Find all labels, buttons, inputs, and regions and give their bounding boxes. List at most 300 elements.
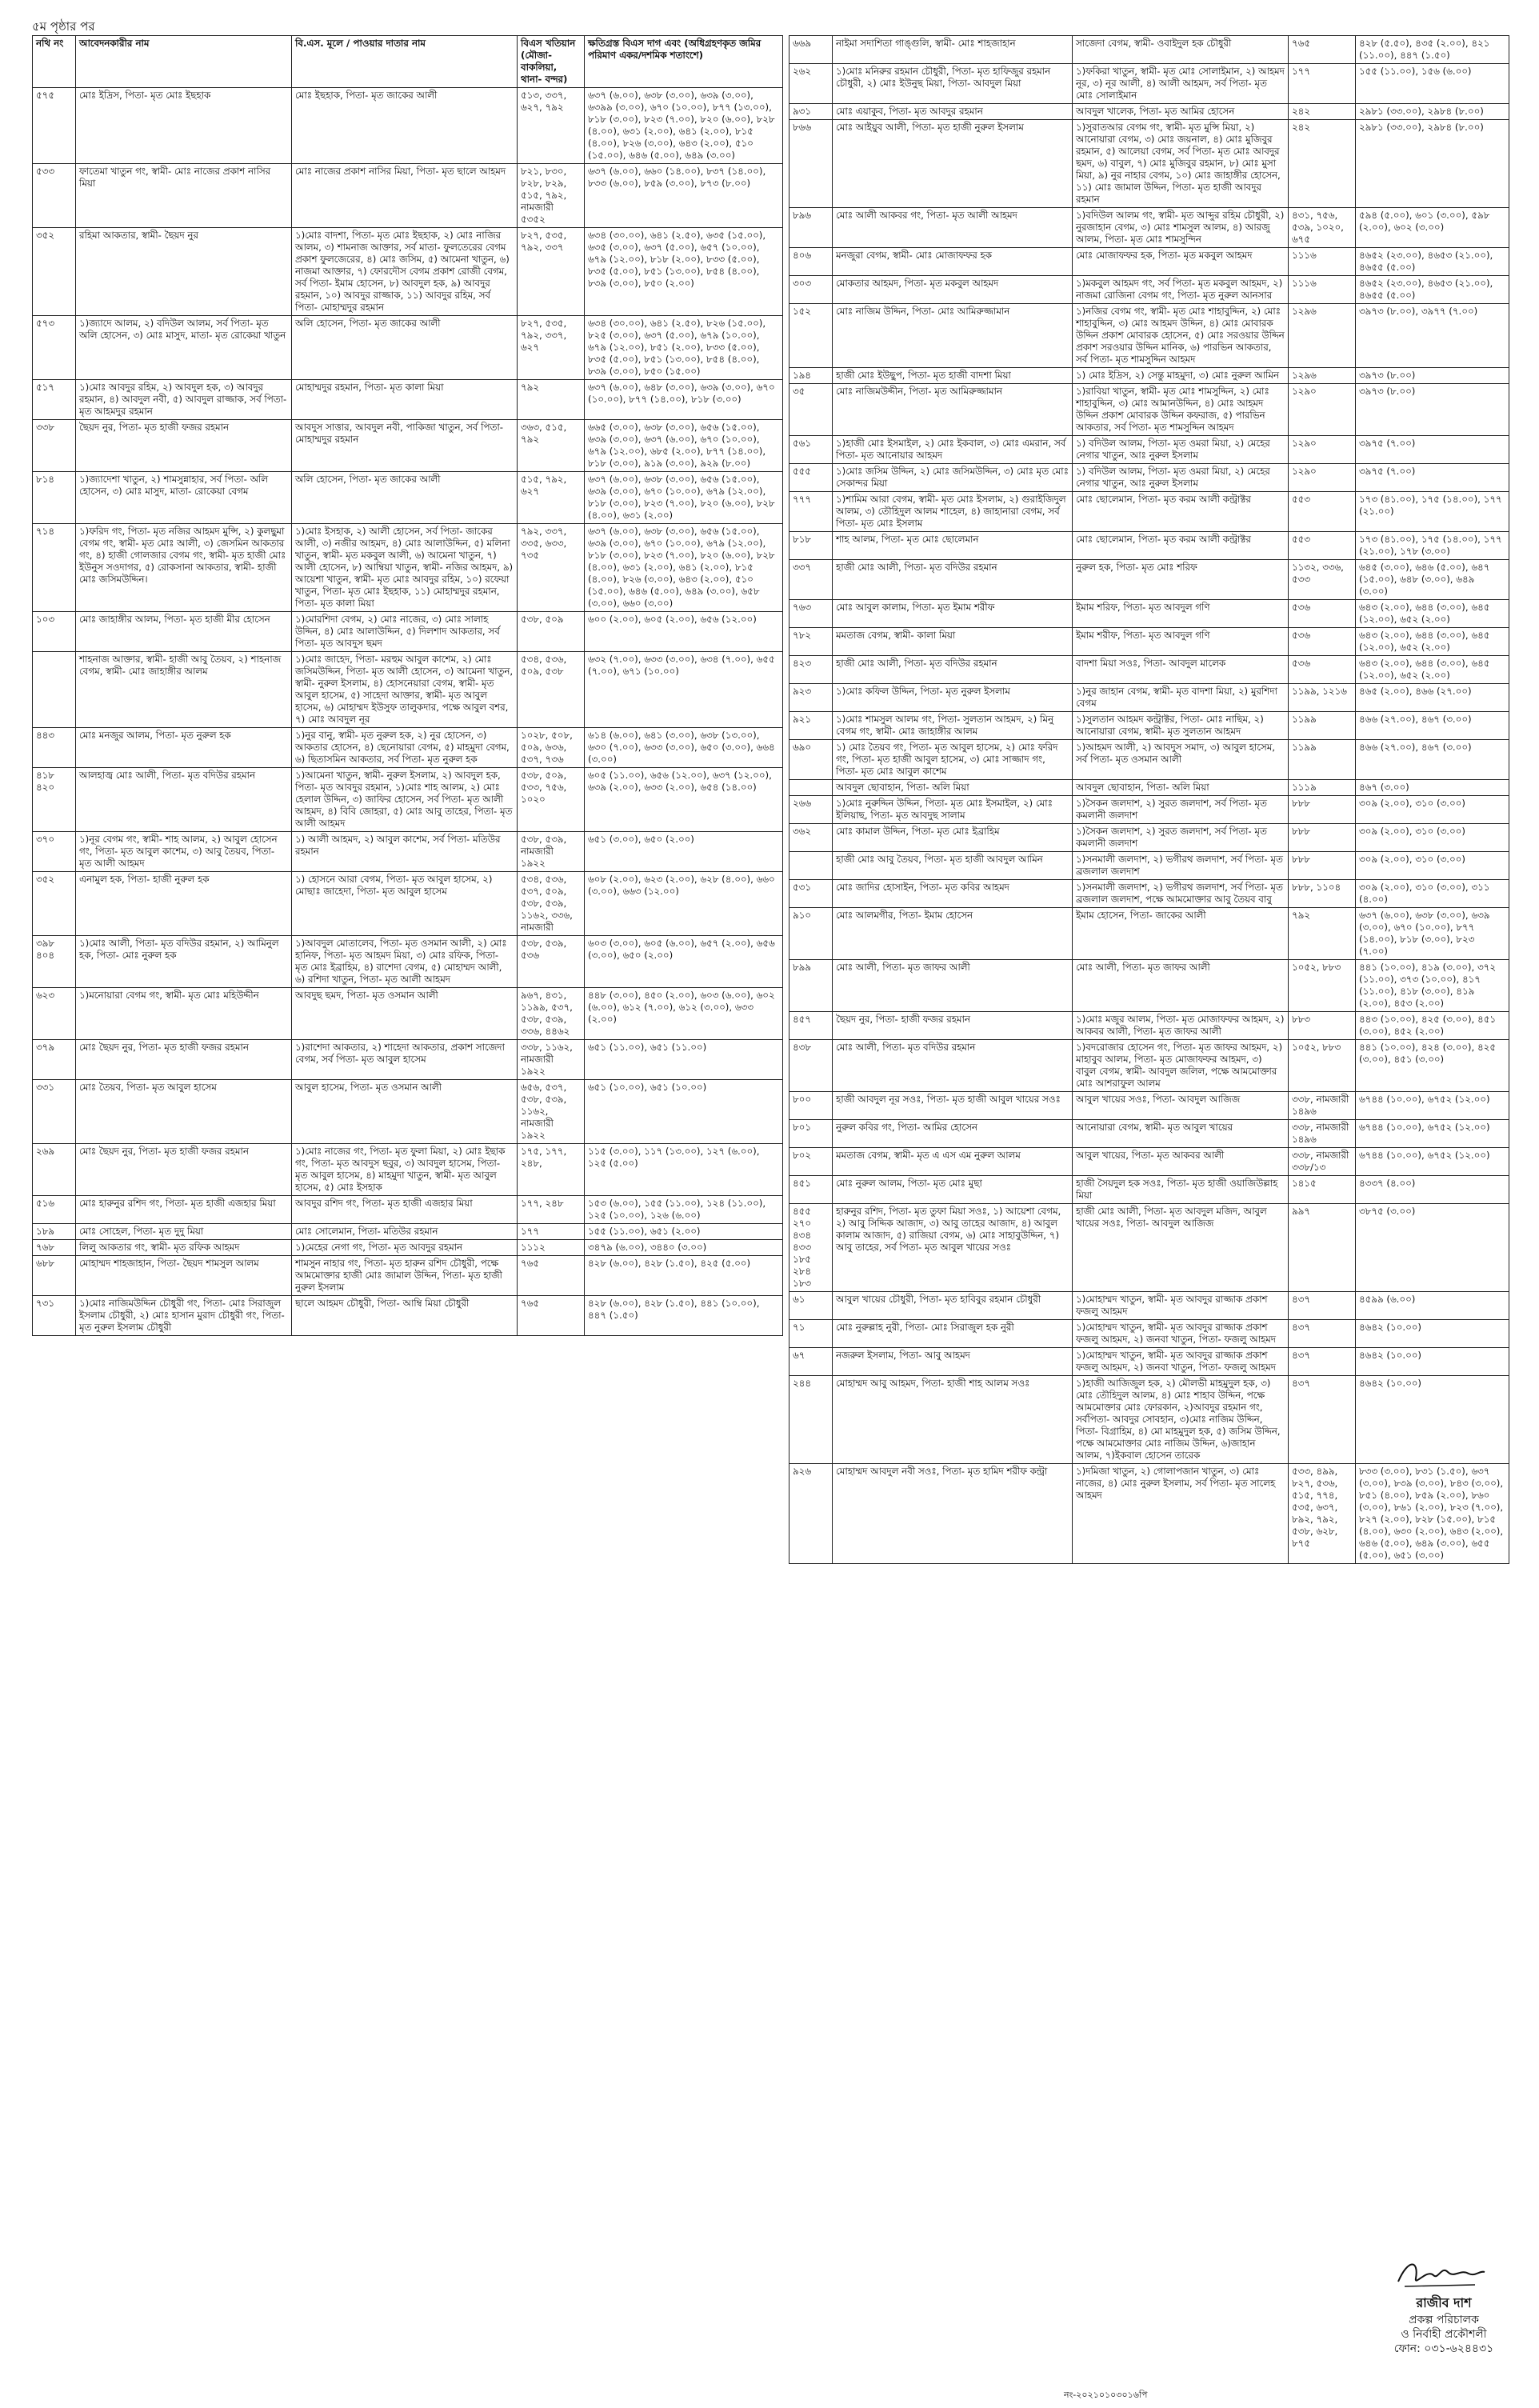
cell-bs: ৯৬৭, ৪৩১, ১১৯৯, ৫৩৭, ৫৩৮, ৫৩৯, ৩৩৬, ৪৪৬২ — [518, 988, 585, 1040]
cell-applicant: ১)মোঃ আবদুর রহিম, ২) আবদুল হক, ৩) আবদুর রহমান, ৪) আবদুল নবী, ৫) আবদুল রাজ্জাক, সর্ব পিতা- মৃত আহমদুর রহমান — [76, 380, 292, 420]
cell-no: ৭৬৮ — [33, 1240, 76, 1256]
cell-bs: ৮২৭, ৫৩৫, ৭৯২, ৩৩৭, ৬২৭ — [518, 316, 585, 380]
cell-bs: ২৪২ — [1289, 104, 1356, 120]
cell-no: ৭৩১ — [33, 1296, 76, 1336]
right-table — [789, 35, 1509, 1564]
cell-applicant: শাহনাজ আক্তার, স্বামী- হাজী আবু তৈয়ব, ২) শাহনাজ বেগম, স্বামী- মোঃ জাহাঙ্গীর আলম — [76, 652, 292, 728]
cell-bs: ১১১২ — [518, 1240, 585, 1256]
cell-no: ৯১০ — [789, 908, 833, 960]
cell-bs: ৬৫৬, ৫৩৭, ৫৩৮, ৫৩৯, ১১৬২, নামজারী ১৯২২ — [518, 1080, 585, 1144]
table-row — [789, 824, 1509, 852]
cell-plots: ৪৬৫ (২.০০), ৪৬৬ (২৭.০০) — [1356, 684, 1509, 712]
cell-plots: ৪৪৮ (৩.০০), ৪৫০ (২.০০), ৬০৩ (৬.০০), ৬০২ (৬.০০), ৬১২ (৭.০০), ৬১২ (৩.০০), ৬৩৩ (২.০০) — [585, 988, 783, 1040]
cell-no: ৭১৪ — [33, 524, 76, 612]
cell-applicant: মোঃ এয়াকুব, পিতা- মৃত আবদুর রহমান — [833, 104, 1073, 120]
cell-no: ১৯৪ — [789, 368, 833, 384]
cell-plots: ৬৫১ (১১.০০), ৬৫১ (১১.০০) — [585, 1040, 783, 1080]
cell-applicant: মোঃ নাজিম উদ্দিন, পিতা- মোঃ আমিরুজ্জামান — [833, 304, 1073, 368]
cell-applicant: মোঃ আবুল কালাম, পিতা- মৃত ইমাম শরীফ — [833, 600, 1073, 628]
table-row — [33, 1240, 783, 1256]
cell-applicant: ১)মোঃ নাজিমউদ্দিন চৌধুরী গং, পিতা- মোঃ সিরাজুল ইসলাম চৌধুরী, ২) মোঃ হাসান মুরাদ চৌধুরী গং, পিতা- মৃত নুরুল ইসলাম চৌধুরী — [76, 1296, 292, 1336]
cell-bs: ১১১৬ — [1289, 248, 1356, 276]
cell-no: ৮১৪ — [33, 472, 76, 524]
cell-no: ৪২৩ — [789, 656, 833, 684]
cell-applicant: ছৈয়দ নুর, পিতা- মৃত হাজী ফজর রহমান — [76, 420, 292, 472]
cell-donor: ১)রাশেদা আকতার, ২) শাহেদা আকতার, প্রকাশ সাজেদা বেগম, সর্ব পিতা- মৃত আবুল হাসেম — [292, 1040, 518, 1080]
cell-bs: ১৭৭ — [518, 1224, 585, 1240]
cell-bs: ১৭৭, ২৪৮ — [518, 1196, 585, 1224]
table-row — [789, 1348, 1509, 1376]
cell-donor: ১) আলী আহমদ, ২) আবুল কাশেম, সর্ব পিতা- মতিউর রহমান — [292, 832, 518, 872]
cell-plots: ৪২৮ (৬.০০), ৪২৮ (১.৫০), ৪৪১ (১০.০০), ৪৪৭ (১.৫০) — [585, 1296, 783, 1336]
cell-plots: ৩০৯ (২.০০), ৩১০ (৩.০০) — [1356, 852, 1509, 880]
cell-bs: ৯৯৭ — [1289, 1204, 1356, 1292]
cell-donor: ১)ফকিরা খাতুন, স্বামী- মৃত মোঃ সোলাইমান, ২) আহমদ নূর, ৩) নূর আলী, ৪) আলী আহমদ, সর্ব পিতা- মৃত মোঃ সোলাইমান — [1073, 64, 1289, 104]
cell-no: ৫১৬ — [33, 1196, 76, 1224]
table-row — [789, 436, 1509, 464]
cell-no: ৯২৩ — [789, 684, 833, 712]
cell-plots: ৬৩৪ (৩০.০০), ৬৪১ (২.৫০), ৬৩৫ (১৫.০০), ৬৩৫ (৩.০০), ৬৩৭ (৫.০০), ৬৫৭ (১০.০০), ৬৭৯ (১২.০০), ৮১৮ (২.০০), ৮৩৩ (৫.০০), ৮৩৫ (৫.০০), ৮৫১ (১৩.০০), ৮৫৪ (৪.০০), ৮৩৯ (৩.০০), ৮৫০ (২.০০) — [585, 228, 783, 316]
cell-no: ৭৭৭ — [789, 492, 833, 532]
table-row — [789, 532, 1509, 560]
cell-bs: ১১১৯ — [1289, 780, 1356, 796]
cell-bs: ১২৯০ — [1289, 464, 1356, 492]
cell-applicant: মোঃ সোহেল, পিতা- মৃত দুদু মিয়া — [76, 1224, 292, 1240]
cell-plots: ৩০৯ (২.০০), ৩১০ (৩.০০) — [1356, 824, 1509, 852]
cell-no: ৮০১ — [789, 1120, 833, 1148]
cell-plots: ৩৮৭৫ (৩.০০) — [1356, 1204, 1509, 1292]
cell-donor: আবদুল ছোবাহান, পিতা- অলি মিয়া — [1073, 780, 1289, 796]
cell-bs: ১২৯০ — [1289, 384, 1356, 436]
cell-no: ২৬৬ — [789, 796, 833, 824]
cell-donor: ১)সনমালী জলদাশ, ২) ভগীরথ জলদাশ, সর্ব পিতা- মৃত ব্রজলাল জলদাশ, পক্ষে আমমোক্তার আবু তৈয়ব বাবু — [1073, 880, 1289, 908]
cell-donor: আবুল খায়ের, পিতা- মৃত আকবর আলী — [1073, 1148, 1289, 1176]
cell-applicant: নাইমা সদাশিতা গাঙ্গুলি, স্বামী- মোঃ শাহজাহান — [833, 36, 1073, 64]
cell-no: ৫৭৩ — [33, 316, 76, 380]
cell-applicant: মোঃ মনজুর আলম, পিতা- মৃত নুরুল হক — [76, 728, 292, 768]
cell-donor: ১)মোহাম্মদ খাতুন, স্বামী- মৃত আবদুর রাজ্জাক প্রকাশ ফজলু আহমদ, ২) জনবা খাতুন, পিতা- ফজলু আহমদ — [1073, 1348, 1289, 1376]
cell-donor: আবুল খায়ের সওঃ, পিতা- আবদুল আজিজ — [1073, 1092, 1289, 1120]
cell-applicant: মোঃ ছৈয়দ নুর, পিতা- মৃত হাজী ফজর রহমান — [76, 1144, 292, 1196]
cell-bs: ১১৩২, ৩৩৬, ৫৩৩ — [1289, 560, 1356, 600]
cell-donor: ১)আবদুল মোতালেব, পিতা- মৃত ওসমান আলী, ২) মোঃ হানিফ, পিতা- মৃত আহমদ মিয়া, ৩) মোঃ রফিক, পিতা- মৃত মোঃ ইব্রাহিম, ৪) রাশেদা বেগম, ৫) মোহাম্মদ আলী, ৬) রশিদা খাতুন, পিতা- মৃত আলী আহমদ — [292, 936, 518, 988]
header-applicant: আবেদনকারীর নাম — [76, 36, 292, 88]
cell-bs: ১০৫২, ৮৮৩ — [1289, 1040, 1356, 1092]
cell-plots: ৩৪৭৯ (৬.০০), ৩৪৪০ (৩.০০) — [585, 1240, 783, 1256]
cell-donor: ১)বদিউল আলম গং, স্বামী- মৃত আব্দুর রহিম চৌধুরী, ২) নুরজাহান বেগম, ৩) মোঃ শামসুল আলম, ৪) আরজু আলম, পিতা- মৃত মোঃ শামসুন্দিন — [1073, 208, 1289, 248]
cell-bs: ৫১৩, ৩৩৭, ৬২৭, ৭৯২ — [518, 88, 585, 164]
cell-bs: ১২৯৬ — [1289, 304, 1356, 368]
cell-plots: ৩৯৭৩ (৮.০০), ৩৯৭৭ (৭.০০) — [1356, 304, 1509, 368]
cell-no: ৫৭৫ — [33, 88, 76, 164]
cell-applicant: ১)মোঃ নুরুদ্দিন উদ্দিন, পিতা- মৃত মোঃ ইসমাইল, ২) মোঃ ইলিয়াছ, পিতা- মৃত আবদুছ সালাম — [833, 796, 1073, 824]
table-row — [33, 380, 783, 420]
signatory-name: রাজীব দাশ — [1416, 2295, 1472, 2310]
cell-donor: ইমাম হোসেন, পিতা- জাকের আলী — [1073, 908, 1289, 960]
cell-applicant: মোঃ আইয়ুব আলী, পিতা- মৃত হাজী নুরুল ইসলাম — [833, 120, 1073, 208]
cell-donor: ১) মোঃ ইদ্রিস, ২) সেন্তু মাহমুদা, ৩) মোঃ নুরুল আমিন — [1073, 368, 1289, 384]
table-row — [789, 1376, 1509, 1464]
table-row — [789, 36, 1509, 64]
table-row — [33, 872, 783, 936]
cell-applicant: আলহাজ্ব মোঃ আলী, পিতা- মৃত বদিউর রহমান — [76, 768, 292, 832]
cell-bs: ১০৫২, ৮৮৩ — [1289, 960, 1356, 1012]
table-row — [789, 880, 1509, 908]
cell-donor: আবুল হাসেম, পিতা- মৃত ওসমান আলী — [292, 1080, 518, 1144]
cell-plots: ৬৬৫ (৩.০০), ৬৩৮ (৩.০০), ৬৫৬ (১৫.০০), ৬৩৯ (৩.০০), ৬৩৭ (৬.০০), ৬৭০ (১০.০০), ৬৭৯ (১২.০০), ৬৮৫ (২.০০), ৮৭৭ (১৪.০০), ৮১৮ (৩.০০), ৯১৯ (৩.০০), ৯২৯ (৮.০০) — [585, 420, 783, 472]
cell-plots: ৩৯৭৫ (৭.০০) — [1356, 464, 1509, 492]
cell-bs: ৮৮৮, ১১০৪ — [1289, 880, 1356, 908]
cell-plots: ৪৬৪২ (১০.০০) — [1356, 1348, 1509, 1376]
table-row — [33, 1196, 783, 1224]
cell-no: ৬১ — [789, 1292, 833, 1320]
cell-donor: ১)হাজী আজিজুল হক, ২) মৌলভী মাহমুদুল হক, ৩) মোঃ তৌহিদুল আলম, ৪) মোঃ শাহাব উদ্দিন, পক্ষে আমমোক্তার মোঃ ফোরকান, ২)আবদুর রহমান গং, সর্বপিতা- আবদুর সোবহান, ৩)মোঃ নাজিম উদ্দিন, পিতা- বিগ্রাহিম, ৪) মো মাহমুদুল হক, ৫) জসিম উদ্দিন, পক্ষে আমমোক্তার মোঃ নাজিম উদ্দিন, ৬)জাহান আলম, ৭)ইকবাল হোসেন তারেক — [1073, 1376, 1289, 1464]
table-row — [33, 652, 783, 728]
cell-applicant: মোঃ জাহাঙ্গীর আলম, পিতা- মৃত হাজী মীর হোসেন — [76, 612, 292, 652]
cell-no: ৩৫২ — [33, 228, 76, 316]
cell-plots: ৪২৮ (৬.০০), ৪২৮ (১.৫০), ৪২৫ (৫.০০) — [585, 1256, 783, 1296]
cell-donor: ১)আমেনা খাতুন, স্বামী- নুরুল ইসলাম, ২) আবদুল হক, পিতা- মৃত আবদুর রহমান, ১)মোঃ শাহ আলম, ২) মোঃ হেলাল উদ্দিন, ৩) জাফির হোসেন, সর্ব পিতা- মৃত আলী আহমদ, ৪) বিবি জোহরা, ৫) মোঃ আবু তাহের, পিতা- মৃত আলী আহমদ — [292, 768, 518, 832]
cell-plots: ৪৬৪২ (১০.০০) — [1356, 1376, 1509, 1464]
cell-applicant: মোহাম্মদ আবু আহমদ, পিতা- হাজী শাহ আলম সওঃ — [833, 1376, 1073, 1464]
table-row — [789, 628, 1509, 656]
cell-applicant: মোঃ আলমগীর, পিতা- ইমাম হোসেন — [833, 908, 1073, 960]
cell-bs: ৩৩৮, নামজারী ১৪৯৬ — [1289, 1092, 1356, 1120]
cell-bs: ৫৩৮, ৫৩৯, ৫৩৬ — [518, 936, 585, 988]
cell-plots: ১১৫ (৩.০০), ১১৭ (১৩.০০), ১২৭ (৬.০০), ১২৫ (৫.০০) — [585, 1144, 783, 1196]
table-row — [789, 248, 1509, 276]
cell-applicant: ১)নূর বেগম গং, স্বামী- শাহ আলম, ২) আবুল হোসেন গং, পিতা- মৃত আবুল কাশেম, ৩) আবু তৈয়ব, পিতা- মৃত আলী আহমদ — [76, 832, 292, 872]
cell-applicant: ১) মোঃ তৈয়ব গং, পিতা- মৃত আবুল হাসেম, ২) মোঃ ফরিদ গং, পিতা- মৃত হাজী আবুল হাসেম, ৩) মোঃ সাজ্জাদ গং, পিতা- মৃত মোঃ আবুল কাশেম — [833, 740, 1073, 780]
cell-plots: ৬৭৪৪ (১০.০০), ৬৭৫২ (১২.০০) — [1356, 1148, 1509, 1176]
cell-plots: ৬০৩ (৩.০০), ৬০৫ (৬.০০), ৬৫৭ (২.০০), ৬৫৬ (৩.০০), ৬৫০ (২.০০) — [585, 936, 783, 988]
cell-plots: ৬৩২ (৭.০০), ৬৩৩ (৩.০০), ৬৩৪ (৭.০০), ৬৫৫ (৭.০০), ৬৭১ (১০.০০) — [585, 652, 783, 728]
cell-donor: মোহাম্মদুর রহমান, পিতা- মৃত কালা মিয়া — [292, 380, 518, 420]
cell-applicant: ১)হাজী মোঃ ইসমাইল, ২) মোঃ ইকবাল, ৩) মোঃ এমরান, সর্ব পিতা- মৃত আনোয়ার আহমদ — [833, 436, 1073, 464]
table-row — [789, 1012, 1509, 1040]
table-row — [789, 368, 1509, 384]
cell-donor: ১)নজির বেগম গং, স্বামী- মৃত মোঃ শাহাবুদ্দিন, ২) মোঃ শাহাবুদ্দিন, ৩) মোঃ আহমদ উদ্দিন, ৪) মোঃ মোবারক উদ্দিন প্রকাশ মোবারক হোসেন, ৫) মোঃ সরওয়ার উদ্দিন প্রকাশ সরওয়ার উদ্দিন মানিক, ৬) পারভিন আকতার, সর্ব পিতা- মৃত শামসুদ্দিন আহমদ — [1073, 304, 1289, 368]
cell-plots: ৬৭৪৪ (১০.০০), ৬৭৫২ (১২.০০) — [1356, 1120, 1509, 1148]
cell-plots: ৩৯৭৩ (৮.০০) — [1356, 384, 1509, 436]
cell-plots: ৪৪১ (১০.০০), ৪২৪ (৩.০০), ৪২৫ (৩.০০), ৪৫১ (৩.০০) — [1356, 1040, 1509, 1092]
table-row — [33, 524, 783, 612]
cell-applicant: হাজী মোঃ আবু তৈয়ব, পিতা- মৃত হাজী আবদুল আমিন — [833, 852, 1073, 880]
header-donor: বি.এস. মূলে / পাওয়ার দাতার নাম — [292, 36, 518, 88]
cell-no: ৬২৩ — [33, 988, 76, 1040]
table-row — [789, 1204, 1509, 1292]
table-row — [789, 120, 1509, 208]
cell-applicant: মোঃ ইদ্রিস, পিতা- মৃত মোঃ ইছহাক — [76, 88, 292, 164]
cell-donor: ১)মোহাম্মদ খাতুন, স্বামী- মৃত আবদুর রাজ্জাক প্রকাশ ফজলু আহমদ, ২) জনবা খাতুন, পিতা- ফজলু আহমদ — [1073, 1320, 1289, 1348]
cell-no: ৩৭০ — [33, 832, 76, 872]
cell-donor: হাজী সৈয়দুল হক সওঃ, পিতা- মৃত হাজী ওয়াজিউল্লাহ মিয়া — [1073, 1176, 1289, 1204]
cell-donor: মোঃ মোজাফফর হক, পিতা- মৃত মকবুল আহমদ — [1073, 248, 1289, 276]
cell-bs: ৮২৭, ৫৩৫, ৭৯২, ৩৩৭ — [518, 228, 585, 316]
table-row — [33, 420, 783, 472]
cell-applicant: হাজী মোঃ ইউছুপ, পিতা- মৃত হাজী বাদশা মিয়া — [833, 368, 1073, 384]
cell-plots: ৪২৮ (৫.৫০), ৪৩৫ (২.০০), ৪২১ (১১.০০), ৪৪৭ (১.৫০) — [1356, 36, 1509, 64]
table-row — [789, 600, 1509, 628]
cell-donor: মোঃ ছোলেমান, পিতা- মৃত করম আলী কন্ট্রাক্টর — [1073, 532, 1289, 560]
cell-applicant: ১)জ্যাদেশা খাতুন, ২) শামসুন্নাহার, সর্ব পিতা- অলি হোসেন, ৩) মোঃ মাসুদ, মাতা- রোকেয়া বেগম — [76, 472, 292, 524]
cell-no: ৩৯৮ ৪০৪ — [33, 936, 76, 988]
left-table — [32, 35, 783, 1336]
right-column — [789, 35, 1509, 1564]
cell-no: ৮১৮ — [789, 532, 833, 560]
table-row — [789, 1292, 1509, 1320]
cell-bs: ১০২৮, ৫০৮, ৫০৯, ৬৩৬, ৫৩৭, ৭৩৬ — [518, 728, 585, 768]
cell-no: ৩৭৯ — [33, 1040, 76, 1080]
page-continuation-label: ৫ম পৃষ্ঠার পর — [32, 19, 95, 34]
cell-bs: ৫৩৩, ৪৯৯, ৮২৭, ৫৩৬, ৫১৫, ৭৭৪, ৫৩৫, ৬৩৭, ৮৯২, ৭৯২, ৫৩৮, ৬২৮, ৮৭৫ — [1289, 1464, 1356, 1564]
cell-no: ৯৩১ — [789, 104, 833, 120]
cell-no: ৭৮২ — [789, 628, 833, 656]
cell-bs: ৫৩৮, ৫০৯ — [518, 612, 585, 652]
cell-applicant: হাজী মোঃ আলী, পিতা- মৃত বদিউর রহমান — [833, 560, 1073, 600]
cell-donor: ১)মেহের নেগা গং, পিতা- মৃত আবদুর রহমান — [292, 1240, 518, 1256]
cell-no: ৪০৬ — [789, 248, 833, 276]
cell-no: ৫৫৫ — [789, 464, 833, 492]
left-table-body — [33, 88, 783, 1336]
cell-plots: ১৭৩ (৪১.০০), ১৭৫ (১৪.০০), ১৭৭ (২১.০০), ১৭৮ (৩.০০) — [1356, 532, 1509, 560]
table-row — [33, 612, 783, 652]
cell-no: ৪৪৩ — [33, 728, 76, 768]
cell-donor: ১)দমিজা খাতুন, ২) গোলাপজান খাতুন, ৩) মোঃ নাজের, ৪) মোঃ নুরুল ইসলাম, সর্ব পিতা- মৃত সালেহ আহমদ — [1073, 1464, 1289, 1564]
cell-bs: ৪৩৭ — [1289, 1292, 1356, 1320]
cell-plots: ৬৩৭ (৬.০০), ৬৩৮ (৩.০০), ৬৩৯ (৩.০০), ৬৩৯৯ (৩.০০), ৬৭০ (১০.০০), ৮৭৭ (১৩.০০), ৮১৮ (৩.০০), ৮২৩ (৭.০০), ৮২০ (৬.০০), ৮২৮ (৪.০০), ৬৩১ (২.০০), ৬৪১ (২.০০), ৮১৫ (৪.০০), ৮২৬ (৩.০০), ৬৪৩ (২.০০), ৫১০ (১৫.০০), ৬৪৬ (৫.০০), ৬৪৯ (৩.০০) — [585, 88, 783, 164]
cell-no: ৮৯৯ — [789, 960, 833, 1012]
cell-bs: ৭৬৫ — [1289, 36, 1356, 64]
cell-plots: ৩৯৭৩ (৮.০০) — [1356, 368, 1509, 384]
table-row — [33, 1080, 783, 1144]
table-row — [789, 780, 1509, 796]
cell-plots: ১৫৩ (৬.০০), ১৫৫ (১১.০০), ১২৪ (১১.০০), ১২৫ (১০.০০), ১২৬ (৬.০০) — [585, 1196, 783, 1224]
cell-no: ৬৮৮ — [33, 1256, 76, 1296]
cell-plots: ১৫৫ (১১.০০), ১৫৬ (৬.০০) — [1356, 64, 1509, 104]
cell-applicant: ১)ফরিদ গং, পিতা- মৃত নজির আহমদ মুন্সি, ২) কুলছুমা বেগম গং, স্বামী- মৃত মোঃ আলী, ৩) জেসমিন আকতার গং, ৪) হাজী গোলজার বেগম গং, স্বামী- মৃত হাজী মোঃ ইউনুস সওদাগর, ৫) রোকসানা আকতার, স্বামী- হাজী মোঃ জসিমউদ্দিন। — [76, 524, 292, 612]
cell-bs: ১৭৫, ১৭৭, ২৪৮, — [518, 1144, 585, 1196]
cell-no: ৮৯৬ — [789, 208, 833, 248]
cell-donor: ১)সৈকন জলদাশ, ২) সুরত জলদাশ, সর্ব পিতা- মৃত কমলানী জলদাশ — [1073, 824, 1289, 852]
table-row — [789, 464, 1509, 492]
cell-donor: আবদুল খালেক, পিতা- মৃত আমির হোসেন — [1073, 104, 1289, 120]
cell-bs: ২৪২ — [1289, 120, 1356, 208]
cell-no — [789, 780, 833, 796]
cell-donor: ১)মোহাম্মদ খাতুন, স্বামী- মৃত আবদুর রাজ্জাক প্রকাশ ফজলু আহমদ — [1073, 1292, 1289, 1320]
cell-plots: ২৯৮১ (৩৩.০০), ২৯৮৪ (৮.০০) — [1356, 120, 1509, 208]
cell-donor: আবদুর রশিদ গং, পিতা- মৃত হাজী এজহার মিয়া — [292, 1196, 518, 1224]
cell-donor: অলি হোসেন, পিতা- মৃত জাকের আলী — [292, 316, 518, 380]
table-row — [789, 712, 1509, 740]
cell-applicant: এনামুল হক, পিতা- হাজী নুরুল হক — [76, 872, 292, 936]
header-plots: ক্ষতিগ্রস্ত বিএস দাগ এবং (অধিগ্রহণকৃত জমির পরিমাণ একর/দশমিক শতাংশে) — [585, 36, 783, 88]
cell-no: ৪১৮ ৪২০ — [33, 768, 76, 832]
cell-plots: ৬৩৭ (৬.০০), ৬৩৮ (৩.০০), ৬৩৯ (৩.০০), ৬৭০ (১০.০০), ৮৭৭ (১৪.০০), ৮১৮ (৩.০০), ৮২৩ (৭.০০) — [1356, 908, 1509, 960]
table-row — [33, 768, 783, 832]
table-row — [33, 164, 783, 228]
cell-bs: ৫৩৬ — [1289, 628, 1356, 656]
cell-applicant: ১)মোঃ শামসুল আলম গং, পিতা- সুলতান আহমদ, ২) মিনু বেগম গং, স্বামী- মোঃ জাহাঙ্গীর আলম — [833, 712, 1073, 740]
cell-donor: ইমাম শরীফ, পিতা- মৃত আবদুল গণি — [1073, 628, 1289, 656]
table-row — [789, 1176, 1509, 1204]
table-row — [33, 936, 783, 988]
cell-no: ৪৫৭ — [789, 1012, 833, 1040]
cell-no: ৮০২ — [789, 1148, 833, 1176]
cell-no: ১৫২ — [789, 304, 833, 368]
cell-no: ৩৫২ — [33, 872, 76, 936]
cell-donor: আবদুছ ছমদ, পিতা- মৃত ওসমান আলী — [292, 988, 518, 1040]
cell-no: ৩৩৮ — [33, 420, 76, 472]
cell-applicant: ১)মোঃ জসিম উদ্দিন, ২) মোঃ জসিমউদ্দিন, ৩) মোঃ মৃত মোঃ সেকান্দর মিয়া — [833, 464, 1073, 492]
cell-applicant: রহিমা আকতার, স্বামী- ছৈয়দ নুর — [76, 228, 292, 316]
table-row — [789, 492, 1509, 532]
cell-donor: ১) বদিউল আলম, পিতা- মৃত ওমরা মিয়া, ২) মেহের নেগার খাতুন, আঃ নুরুল ইসলাম — [1073, 464, 1289, 492]
cell-bs: ৪৩৭ — [1289, 1320, 1356, 1348]
cell-no: ৮৬৬ — [789, 120, 833, 208]
right-table-body — [789, 36, 1509, 1564]
cell-plots: ১৫৫ (১১.০০), ৬৫১ (২.০০) — [585, 1224, 783, 1240]
cell-applicant: মোহাম্মদ আবদুল নবী সওঃ, পিতা- মৃত হামিদ শরীফ কন্ট্রা — [833, 1464, 1073, 1564]
table-row — [33, 832, 783, 872]
cell-bs: ১২৯০ — [1289, 436, 1356, 464]
table-row — [789, 1320, 1509, 1348]
cell-applicant: নুরুল কবির গং, পিতা- আমির হোসেন — [833, 1120, 1073, 1148]
cell-plots: ৬৪৩ (২.০০), ৬৪৪ (৩.০০), ৬৪৫ (১২.০০), ৬৫২ (২.০০) — [1356, 628, 1509, 656]
cell-plots: ৬৩৭ (৬.০০), ৬৩৮ (৩.০০), ৬৫৬ (১৫.০০), ৬৩৯ (৩.০০), ৬৭০ (১০.০০), ৬৭৯ (১২.০০), ৮১৮ (৩.০০), ৮২৩ (৭.০০), ৮২০ (৬.০০), ৮২৮ (৪.০০), ৬৩১ (২.০০) — [585, 472, 783, 524]
cell-bs: ৪৩৭ — [1289, 1376, 1356, 1464]
cell-applicant: মোঃ নুরুল্লাহ নুরী, পিতা- মোঃ সিরাজুল হক নুরী — [833, 1320, 1073, 1348]
cell-plots: ৪৬৬ (২৭.০০), ৪৬৭ (৩.০০) — [1356, 740, 1509, 780]
cell-applicant: মোঃ আলী, পিতা- মৃত বদিউর রহমান — [833, 1040, 1073, 1092]
table-row — [789, 384, 1509, 436]
cell-applicant: ১)জ্যাদে আলম, ২) বদিউল আলম, সর্ব পিতা- মৃত অলি হোসেন, ৩) মোঃ মাসুদ, মাতা- মৃত রোকেয়া খাতুন — [76, 316, 292, 380]
cell-plots: ৬০০ (২.০০), ৬০৫ (২.০০), ৬৫৬ (১২.০০) — [585, 612, 783, 652]
cell-applicant: মনজুরা বেগম, স্বামী- মোঃ মোজাফফর হক — [833, 248, 1073, 276]
cell-no: ৫৩১ — [789, 880, 833, 908]
table-row — [789, 208, 1509, 248]
cell-bs: ৩৩৮, নামজারী ৩৩৮/১৩ — [1289, 1148, 1356, 1176]
cell-applicant: আবদুল ছোবাহান, পিতা- অলি মিয়া — [833, 780, 1073, 796]
cell-donor: ১)নুর জাহান বেগম, স্বামী- মৃত বাদশা মিয়া, ২) মুরশিদা বেগম — [1073, 684, 1289, 712]
cell-plots: ৪৪১ (১০.০০), ৪১৯ (৩.০০), ৩৭২ (১১.০০), ৩৭৩ (১০.০০), ৪১৭ (১১.০০), ৪১৮ (৩.০০), ৪১৯ (২.০০), ৪৫৩ (২.০০) — [1356, 960, 1509, 1012]
cell-no: ৭৬৩ — [789, 600, 833, 628]
cell-plots: ৬০৫ (১১.০০), ৬৫৬ (১২.০০), ৬৩৭ (১২.০০), ৬৩৯ (২.০০), ৬৩৩ (২.০০), ৬৫৪ (১৪.০০) — [585, 768, 783, 832]
cell-donor: মোঃ সোলেমান, পিতা- মতিউর রহমান — [292, 1224, 518, 1240]
cell-donor: ১)মোঃ নাজের গং, পিতা- মৃত ফুলা মিয়া, ২) মোঃ ইছাক গং, পিতা- মৃত আবদুস ছবুর, ৩) আবদুল হাসেম, পিতা- মৃত আবুল হাসেম, ৪) মাহমুদা খাতুন, স্বামী- মৃত আবুল হাসেম, ৫) মোঃ ইসহাক — [292, 1144, 518, 1196]
table-row — [789, 1120, 1509, 1148]
cell-plots: ৪৬৫২ (২৩.০০), ৪৬৫৩ (২১.০০), ৪৬৫৫ (৫.০০) — [1356, 276, 1509, 304]
cell-applicant: হাজী আবদুল নূর সওঃ, পিতা- মৃত হাজী আবুল খায়ের সওঃ — [833, 1092, 1073, 1120]
cell-bs: ১৪১৫ — [1289, 1176, 1356, 1204]
cell-bs: ৩৬৩, ৫১৫, ৭৯২ — [518, 420, 585, 472]
cell-bs: ৮৮৮ — [1289, 824, 1356, 852]
cell-bs: ১১১৬ — [1289, 276, 1356, 304]
cell-bs: ৫১৫, ৭৯২, ৬২৭ — [518, 472, 585, 524]
cell-donor: নুরুল হক, পিতা- মৃত মোঃ শরিফ — [1073, 560, 1289, 600]
cell-applicant: মোকতার আহমদ, পিতা- মৃত মকবুল আহমদ — [833, 276, 1073, 304]
cell-bs: ১১৯৯ — [1289, 740, 1356, 780]
cell-applicant: ছৈয়দ নুর, পিতা- হাজী ফজর রহমান — [833, 1012, 1073, 1040]
cell-donor: বাদশা মিয়া সওঃ, পিতা- আবদুল মালেক — [1073, 656, 1289, 684]
cell-bs: ৭৯২ — [1289, 908, 1356, 960]
cell-bs: ১২৯৬ — [1289, 368, 1356, 384]
cell-plots: ৪৬৪২ (১০.০০) — [1356, 1320, 1509, 1348]
signature-scribble — [1392, 2254, 1488, 2293]
cell-plots: ৬৪৫ (৩.০০), ৬৪৬ (৫.০০), ৬৪৭ (১৫.০০), ৬৪৮ (৩.০০), ৬৪৯ (৩.০০) — [1356, 560, 1509, 600]
cell-applicant: হাজী মোঃ আলী, পিতা- মৃত বদিউর রহমান — [833, 656, 1073, 684]
cell-bs: ১৭৭ — [1289, 64, 1356, 104]
cell-bs: ৪৩৭ — [1289, 1348, 1356, 1376]
cell-applicant: মোঃ নাজিমউদ্দীন, পিতা- মৃত আমিরুজ্জামান — [833, 384, 1073, 436]
table-row — [789, 656, 1509, 684]
cell-no: ৪৩৮ — [789, 1040, 833, 1092]
cell-plots: ২৯৮১ (৩৩.০০), ২৯৮৪ (৮.০০) — [1356, 104, 1509, 120]
table-row — [789, 104, 1509, 120]
table-row — [789, 560, 1509, 600]
cell-no: ৫৬১ — [789, 436, 833, 464]
cell-donor: মোঃ ছোলেমান, পিতা- মৃত করম আলী কন্ট্রাক্টর — [1073, 492, 1289, 532]
cell-no: ২৪৪ — [789, 1376, 833, 1464]
cell-applicant: হারুনুর রশিদ, পিতা- মৃত তুফা মিয়া সওঃ, ১) আয়েশা বেগম, ২) আবু সিদ্দিক আজাদ, ৩) আবু তাহের আজাদ, ৪) আবুল কালাম আজাদ, ৫) রাজিয়া বেগম, ৬) মোঃ সাহাবুউদ্দিন, ৭) আবু তাহের, সর্ব পিতা- মৃত আবুল খায়ের সওঃ — [833, 1204, 1073, 1292]
cell-no: ৩৬২ — [789, 824, 833, 852]
cell-donor: ১)সনমালী জলদাশ, ২) ভগীরথ জলদাশ, সর্ব পিতা- মৃত ব্রজলাল জলদাশ — [1073, 852, 1289, 880]
cell-no: ৬৬৯ — [789, 36, 833, 64]
cell-bs: ৮৮৮ — [1289, 796, 1356, 824]
cell-no: ২৬২ — [789, 64, 833, 104]
cell-applicant: মোঃ হারুনুর রশিদ গং, পিতা- মৃত হাজী এজহার মিয়া — [76, 1196, 292, 1224]
left-column — [32, 35, 782, 1336]
cell-plots: ৬৪৩ (২.০০), ৬৪৪ (৩.০০), ৬৪৫ (১২.০০), ৬৫২ (২.০০) — [1356, 600, 1509, 628]
cell-donor: সাজেদা বেগম, স্বামী- ওবাইদুল হক চৌধুরী — [1073, 36, 1289, 64]
cell-bs: ৫৩৪, ৫৩৬, ৫০৯, ৫৩৮ — [518, 652, 585, 728]
cell-no — [789, 852, 833, 880]
cell-bs: ৫৩৮, ৫০৯, ৫৩৩, ৭৫৬, ১০২০ — [518, 768, 585, 832]
cell-donor: শামসুন নাহার গং, পিতা- মৃত হারুন রশিদ চৌধুরী, পক্ষে আমমোক্তার হাজী মোঃ জামাল উদ্দিন, পিতা- মৃত হাজী নুরুল ইসলাম — [292, 1256, 518, 1296]
cell-no: ৮০০ — [789, 1092, 833, 1120]
cell-no: ৩৫ — [789, 384, 833, 436]
cell-donor: ১)আহমদ আলী, ২) আবদুস সমাদ, ৩) আবুল হাসেম, সর্ব পিতা- মৃত ওসমান আলী — [1073, 740, 1289, 780]
cell-no: ৭১ — [789, 1320, 833, 1348]
cell-bs: ৫৫৩ — [1289, 492, 1356, 532]
cell-no: ৯২৬ — [789, 1464, 833, 1564]
cell-donor: ১) হোসনে আরা বেগম, পিতা- মৃত আবুল হাসেম, ২) মোছাঃ জাহেদা, পিতা- মৃত আবুল হাসেম — [292, 872, 518, 936]
signatory-phone: ফোন: ০৩১-৬২৪৪৩১ — [1393, 2342, 1494, 2355]
cell-plots: ৪৩৩৭ (৪.০০) — [1356, 1176, 1509, 1204]
cell-plots: ৪৬৭ (৩.০০) — [1356, 780, 1509, 796]
cell-plots: ৪৬৫২ (২৩.০০), ৪৬৫৩ (২১.০০), ৪৬৫৫ (৫.০০) — [1356, 248, 1509, 276]
cell-donor: ১)সুলতান আহমদ কন্ট্রাক্টর, পিতা- মোঃ নাছিম, ২) আনোয়ারা বেগম, স্বামী- মৃত সুলতান আহমদ — [1073, 712, 1289, 740]
table-row — [33, 1256, 783, 1296]
cell-applicant: নজরুল ইসলাম, পিতা- আবু আহমদ — [833, 1348, 1073, 1376]
cell-bs: ৭৬৫ — [518, 1256, 585, 1296]
table-row — [789, 1464, 1509, 1564]
cell-donor: মোঃ নাজের প্রকাশ নাসির মিয়া, পিতা- মৃত ছালে আহমদ — [292, 164, 518, 228]
cell-plots: ৬৩৭ (৬.০০), ৬৬০ (১৪.০০), ৮৩৭ (১৪.০০), ৮৩৩ (৬.০০), ৮৫৯ (৩.০০), ৮৭৩ (৮.০০) — [585, 164, 783, 228]
cell-no: ৫১৭ — [33, 380, 76, 420]
cell-plots: ৩৯৭৫ (৭.০০) — [1356, 436, 1509, 464]
cell-no: ৬৭ — [789, 1348, 833, 1376]
cell-applicant: শাহ আলম, পিতা- মৃত মোঃ ছোলেমান — [833, 532, 1073, 560]
cell-donor: মোঃ আলী, পিতা- মৃত জাফর আলী — [1073, 960, 1289, 1012]
cell-no: ৩৩৭ — [789, 560, 833, 600]
header-bs: বিএস খতিয়ান (মৌজা-বাকলিয়া, থানা- বন্দর) — [518, 36, 585, 88]
signatory-title: প্রকল্প পরিচালক — [1409, 2314, 1479, 2326]
table-row — [789, 1040, 1509, 1092]
cell-bs: ৫৩৪, ৫৩৬, ৫৩৭, ৫০৯, ৫৩৮, ৫৩৯, ১১৬২, ৩৩৬, নামজারী — [518, 872, 585, 936]
cell-plots: ৩০৯ (২.০০), ৩১০ (৩.০০) — [1356, 796, 1509, 824]
table-row — [33, 1224, 783, 1240]
